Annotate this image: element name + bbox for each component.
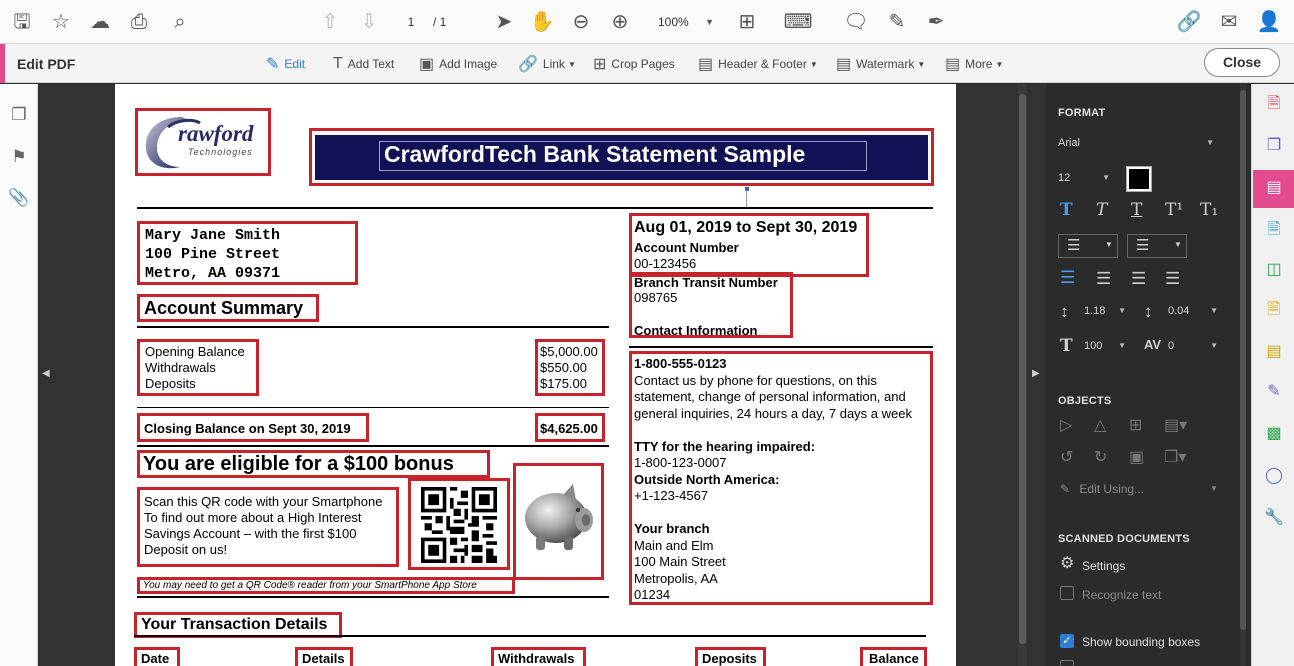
page-title: CrawfordTech Bank Statement Sample	[384, 141, 806, 167]
edit-text-icon: ✎	[266, 56, 280, 73]
branch-line-3: Metropolis, AA	[634, 570, 718, 586]
add-image-tool[interactable]	[419, 52, 497, 76]
chevron-down-icon: ▼	[567, 59, 576, 69]
header-details: Details	[302, 651, 345, 666]
email-icon[interactable]: ✉	[1220, 11, 1238, 33]
qr-text-bbox[interactable]	[137, 487, 399, 567]
line-spacing-select[interactable]	[1084, 300, 1130, 322]
chevron-down-icon: ▼	[1210, 484, 1218, 493]
align-center-icon[interactable]: ☰	[1096, 269, 1112, 288]
branch-bbox[interactable]	[629, 272, 793, 338]
crop-pages-tool[interactable]	[593, 52, 675, 76]
account-summary-heading: Account Summary	[144, 298, 304, 318]
watermark-icon: ▤	[836, 56, 852, 73]
header-deposits-bbox[interactable]	[695, 647, 766, 666]
protect-icon[interactable]: ▩	[1266, 425, 1282, 442]
header-rule	[137, 207, 933, 209]
flip-horizontal-icon[interactable]: △	[1094, 417, 1107, 434]
accent-strip	[0, 44, 5, 83]
qr-text-line-2: To find out more about a High Interest	[144, 510, 362, 525]
branch-line-1: Main and Elm	[634, 537, 714, 553]
attachments-icon[interactable]: 📎	[8, 188, 30, 207]
sign-icon[interactable]: ✒	[927, 11, 945, 33]
bold-text-icon[interactable]: T	[1060, 200, 1073, 220]
font-size-value: 12	[1058, 172, 1071, 184]
fill-sign-icon[interactable]: ▤	[1266, 343, 1282, 360]
zoom-value: 100%	[658, 15, 689, 29]
contact-bbox[interactable]	[629, 351, 933, 605]
account-summary-bbox[interactable]	[137, 294, 319, 322]
transactions-rule	[134, 635, 926, 637]
chevron-down-icon: ▼	[1206, 138, 1214, 147]
contact-rule	[629, 346, 933, 348]
address-line-2: 100 Pine Street	[145, 246, 281, 263]
underline-text-icon[interactable]: T	[1131, 200, 1143, 220]
select-cursor-icon[interactable]: ➤	[495, 11, 513, 33]
contact-desc-1: Contact us by phone for questions, on this	[634, 372, 877, 388]
branch-transit-number: 098765	[634, 290, 678, 305]
address-line-1: Mary Jane Smith	[145, 227, 281, 244]
period-bbox[interactable]	[629, 213, 869, 277]
scrollbar-thumb[interactable]	[1019, 94, 1026, 644]
chevron-down-icon: ▼	[705, 17, 714, 27]
tool-rail	[1251, 84, 1294, 666]
document-scrollbar[interactable]	[1018, 84, 1027, 666]
edit-pdf-title: Edit PDF	[17, 56, 76, 72]
header-date: Date	[141, 651, 170, 666]
watermark-tool[interactable]	[836, 52, 925, 76]
create-pdf-icon[interactable]: 🗎	[1267, 95, 1281, 112]
header-withdrawals: Withdrawals	[498, 651, 575, 666]
qr-note: You may need to get a QR Code® reader from your SmartPhone App Store	[143, 580, 477, 591]
opening-balance-value: $5,000.00	[540, 344, 598, 359]
collapse-right-icon[interactable]: ▶	[1032, 368, 1040, 379]
add-text-label: Add Text	[347, 57, 395, 71]
contact-desc-2: statement, change of personal information, and	[634, 389, 906, 404]
save-icon[interactable]: 🖫	[13, 11, 31, 33]
page-fit-icon[interactable]: ⊞	[738, 11, 756, 33]
contact-phone: 1-800-555-0123	[634, 356, 727, 371]
address-bbox[interactable]	[137, 221, 358, 285]
piggy-bank-bbox[interactable]	[513, 463, 604, 580]
header-details-bbox[interactable]	[295, 647, 353, 666]
paragraph-spacing-value: 0.04	[1168, 305, 1190, 317]
font-family-select[interactable]	[1058, 132, 1218, 154]
format-panel-scrollbar[interactable]	[1240, 84, 1246, 666]
outside-number: +1-123-4567	[634, 488, 709, 503]
deposits-value: $175.00	[540, 376, 587, 391]
bonus-bbox[interactable]	[137, 450, 490, 478]
export-pdf-icon[interactable]: 🗎	[1267, 221, 1281, 238]
zoom-search-icon[interactable]: ⌕	[174, 11, 186, 33]
bonus-headline: You are eligible for a $100 bonus	[143, 453, 454, 475]
link-tool[interactable]	[518, 52, 576, 76]
branch-transit-label: Branch Transit Number	[634, 275, 778, 290]
closing-label-bbox[interactable]	[137, 413, 369, 442]
line-spacing-icon: ↕	[1060, 302, 1069, 321]
show-bounding-boxes-label: Show bounding boxes	[1082, 635, 1201, 649]
italic-text-icon[interactable]: T	[1096, 200, 1108, 220]
settings-link[interactable]: Settings	[1082, 559, 1126, 573]
qr-code-bbox[interactable]	[408, 478, 510, 570]
format-panel	[1046, 84, 1251, 666]
closing-value-bbox[interactable]	[535, 413, 605, 442]
chevron-down-icon: ▼	[1210, 306, 1218, 315]
logo-name: rawford	[178, 121, 254, 146]
paragraph-spacing-icon: ↕	[1144, 302, 1153, 321]
arrange-objects-icon[interactable]: ❐▾	[1164, 449, 1187, 466]
bookmarks-icon[interactable]: ⚑	[11, 147, 27, 166]
summary-values-bbox[interactable]	[535, 339, 605, 396]
format-panel-scroll-thumb[interactable]	[1240, 90, 1246, 630]
branch-line-4: 01234	[634, 587, 671, 602]
font-size-select[interactable]	[1058, 167, 1114, 189]
chevron-down-icon: ▼	[1118, 306, 1126, 315]
align-objects-icon[interactable]: ▤▾	[1164, 417, 1188, 434]
summary-labels-bbox[interactable]	[137, 339, 259, 396]
header-footer-icon: ▤	[698, 56, 714, 73]
rotate-right-icon[interactable]: ↻	[1094, 449, 1108, 466]
format-heading: FORMAT	[1058, 107, 1106, 119]
link-label: Link	[542, 57, 565, 71]
chevron-down-icon: ▼	[809, 59, 818, 69]
edit-pdf-icon[interactable]: ▤	[1266, 179, 1282, 196]
chevron-down-icon: ▼	[1174, 240, 1182, 249]
qr-note-bbox[interactable]	[137, 577, 515, 594]
tty-number: 1-800-123-0007	[634, 455, 727, 470]
top-toolbar	[0, 0, 1294, 44]
show-bounding-boxes-checkbox[interactable]: ✓	[1060, 634, 1074, 648]
horizontal-scaling-select[interactable]	[1084, 335, 1130, 357]
link-icon: 🔗	[518, 56, 538, 73]
horizontal-scaling-value: 100	[1084, 340, 1103, 352]
superscript-icon[interactable]: T¹	[1165, 200, 1184, 220]
objects-heading: OBJECTS	[1058, 395, 1112, 407]
rotate-left-icon[interactable]: ↺	[1060, 449, 1074, 466]
link-share-icon[interactable]: 🔗	[1176, 11, 1202, 33]
text-color-swatch[interactable]	[1126, 166, 1152, 192]
header-footer-label: Header & Footer	[718, 57, 807, 71]
handle-line	[746, 190, 747, 208]
add-user-icon[interactable]: 👤	[1256, 11, 1282, 33]
branch-label: Your branch	[634, 521, 710, 536]
combine-files-icon[interactable]: ❐	[1266, 137, 1282, 154]
account-number: 00-123456	[634, 256, 697, 271]
page-number-input[interactable]: 1	[407, 15, 415, 29]
character-spacing-value: 0	[1168, 340, 1175, 352]
chevron-down-icon: ▼	[995, 59, 1004, 69]
header-balance: Balance	[869, 651, 919, 666]
bookmark-star-icon[interactable]: ☆	[52, 11, 70, 33]
closing-balance-label: Closing Balance on Sept 30, 2019	[144, 421, 351, 436]
chevron-down-icon: ▼	[1102, 173, 1110, 182]
recognize-text-checkbox[interactable]	[1060, 586, 1074, 600]
horizontal-scaling-icon: T	[1060, 336, 1073, 356]
header-date-bbox[interactable]	[134, 647, 180, 666]
scan-ocr-icon[interactable]: ✎	[1267, 383, 1281, 400]
flip-vertical-icon[interactable]: ▷	[1060, 417, 1073, 434]
edit-tool[interactable]	[266, 52, 305, 76]
tty-label: TTY for the hearing impaired:	[634, 438, 816, 454]
paragraph-spacing-select[interactable]	[1168, 300, 1222, 322]
recognize-text-label: Recognize text	[1082, 588, 1162, 602]
bullet-list-icon: ☰	[1067, 237, 1081, 254]
zoom-select[interactable]	[648, 11, 720, 33]
qr-code-image	[419, 487, 499, 563]
replace-image-icon[interactable]: ▣	[1129, 449, 1145, 466]
more-tools-icon[interactable]: 🔧	[1264, 509, 1284, 526]
header-balance-bbox[interactable]	[860, 647, 927, 666]
crop-image-icon[interactable]: ⊞	[1129, 417, 1143, 434]
closing-bottom-rule	[137, 445, 609, 447]
comment-icon[interactable]: 🗨	[843, 11, 869, 33]
next-checkbox[interactable]	[1060, 660, 1074, 666]
pages-icon[interactable]: ❐	[11, 105, 27, 124]
crop-pages-icon: ⊞	[593, 56, 607, 73]
close-button[interactable]: Close	[1204, 48, 1280, 77]
pdf-page	[115, 84, 956, 666]
align-left-icon[interactable]: ☰	[1060, 268, 1076, 288]
logo-bbox[interactable]	[135, 108, 271, 176]
numbered-list-icon: ☰	[1136, 237, 1150, 254]
more-tool[interactable]	[945, 52, 1003, 76]
closing-top-rule	[137, 407, 609, 408]
align-right-icon[interactable]: ☰	[1131, 269, 1147, 288]
piggy-bank-image	[518, 474, 600, 560]
highlight-pen-icon[interactable]: ✎	[888, 11, 906, 33]
edit-using-select[interactable]	[1060, 482, 1218, 496]
address-line-3: Metro, AA 09371	[145, 265, 281, 282]
edit-using-label: Edit Using...	[1079, 482, 1145, 496]
shield-icon[interactable]: ◯	[1265, 467, 1283, 484]
edit-pdf-bar	[0, 44, 1294, 83]
zoom-out-icon[interactable]: ⊖	[572, 11, 590, 33]
gear-icon[interactable]: ⚙	[1060, 555, 1075, 572]
contact-info-label: Contact Information	[634, 323, 758, 338]
header-footer-tool[interactable]	[698, 52, 818, 76]
opening-balance-label: Opening Balance	[145, 344, 245, 359]
branch-line-2: 100 Main Street	[634, 554, 726, 569]
logo-tagline: Technologies	[188, 147, 253, 157]
bonus-rule	[137, 596, 609, 598]
font-family-value: Arial	[1058, 137, 1081, 149]
header-deposits: Deposits	[702, 651, 757, 666]
account-number-label: Account Number	[634, 240, 739, 255]
scanned-documents-heading: SCANNED DOCUMENTS	[1058, 533, 1190, 545]
edit-using-pencil-icon: ✎	[1060, 482, 1071, 496]
next-page-icon[interactable]: ⇩	[360, 11, 378, 33]
add-text-tool[interactable]	[333, 52, 394, 76]
outside-label: Outside North America:	[634, 471, 780, 487]
subscript-icon[interactable]: T₁	[1200, 200, 1219, 220]
text-color-fill	[1129, 169, 1149, 189]
closing-balance-value: $4,625.00	[540, 421, 598, 436]
summary-rule	[137, 326, 609, 328]
qr-text-line-1: Scan this QR code with your Smartphone	[144, 494, 383, 509]
upload-cloud-icon[interactable]: ☁	[90, 11, 110, 33]
withdrawals-value: $550.00	[540, 360, 587, 375]
zoom-in-icon[interactable]: ⊕	[611, 11, 629, 33]
chevron-down-icon: ▼	[1105, 240, 1113, 249]
scroll-mode-icon[interactable]: ⌨	[783, 11, 813, 33]
contact-desc-3: general inquiries, 24 hours a day, 7 days a week	[634, 405, 912, 421]
line-spacing-value: 1.18	[1084, 305, 1106, 317]
chevron-down-icon: ▼	[1118, 341, 1126, 350]
crop-pages-label: Crop Pages	[611, 57, 675, 71]
align-justify-icon[interactable]: ☰	[1165, 269, 1181, 288]
deposits-label: Deposits	[145, 376, 196, 391]
left-nav-pane	[0, 84, 38, 666]
withdrawals-label: Withdrawals	[145, 360, 216, 375]
qr-text-line-3: Savings Account – with the first $100	[144, 526, 357, 541]
statement-period: Aug 01, 2019 to Sept 30, 2019	[634, 219, 858, 236]
header-withdrawals-bbox[interactable]	[491, 647, 586, 666]
add-text-icon: T	[333, 55, 343, 72]
document-canvas	[56, 84, 1028, 666]
prev-page-icon[interactable]: ⇧	[321, 11, 339, 33]
more-icon: ▤	[945, 56, 961, 73]
edit-tool-label: Edit	[284, 57, 306, 71]
watermark-label: Watermark	[856, 57, 915, 71]
add-image-label: Add Image	[439, 57, 498, 71]
more-label: More	[965, 57, 993, 71]
numbered-list-button[interactable]	[1127, 234, 1187, 258]
collapse-left-icon[interactable]: ◀	[42, 368, 50, 379]
title-bbox[interactable]	[309, 128, 934, 186]
bullet-list-button[interactable]	[1058, 234, 1118, 258]
add-image-icon: ▣	[419, 56, 435, 73]
organize-pages-icon[interactable]: ◫	[1266, 261, 1282, 278]
character-spacing-select[interactable]	[1168, 335, 1222, 357]
comment-tool-icon[interactable]: 🗎	[1267, 301, 1281, 318]
hand-icon[interactable]: ✋	[529, 11, 555, 33]
chevron-down-icon: ▼	[1210, 341, 1218, 350]
character-spacing-icon: AV	[1144, 337, 1162, 352]
chevron-down-icon: ▼	[917, 59, 926, 69]
print-icon[interactable]: ⎙	[131, 11, 147, 33]
qr-text-line-4: Deposit on us!	[144, 542, 228, 557]
transactions-title: Your Transaction Details	[141, 616, 328, 633]
page-total: / 1	[433, 15, 447, 29]
